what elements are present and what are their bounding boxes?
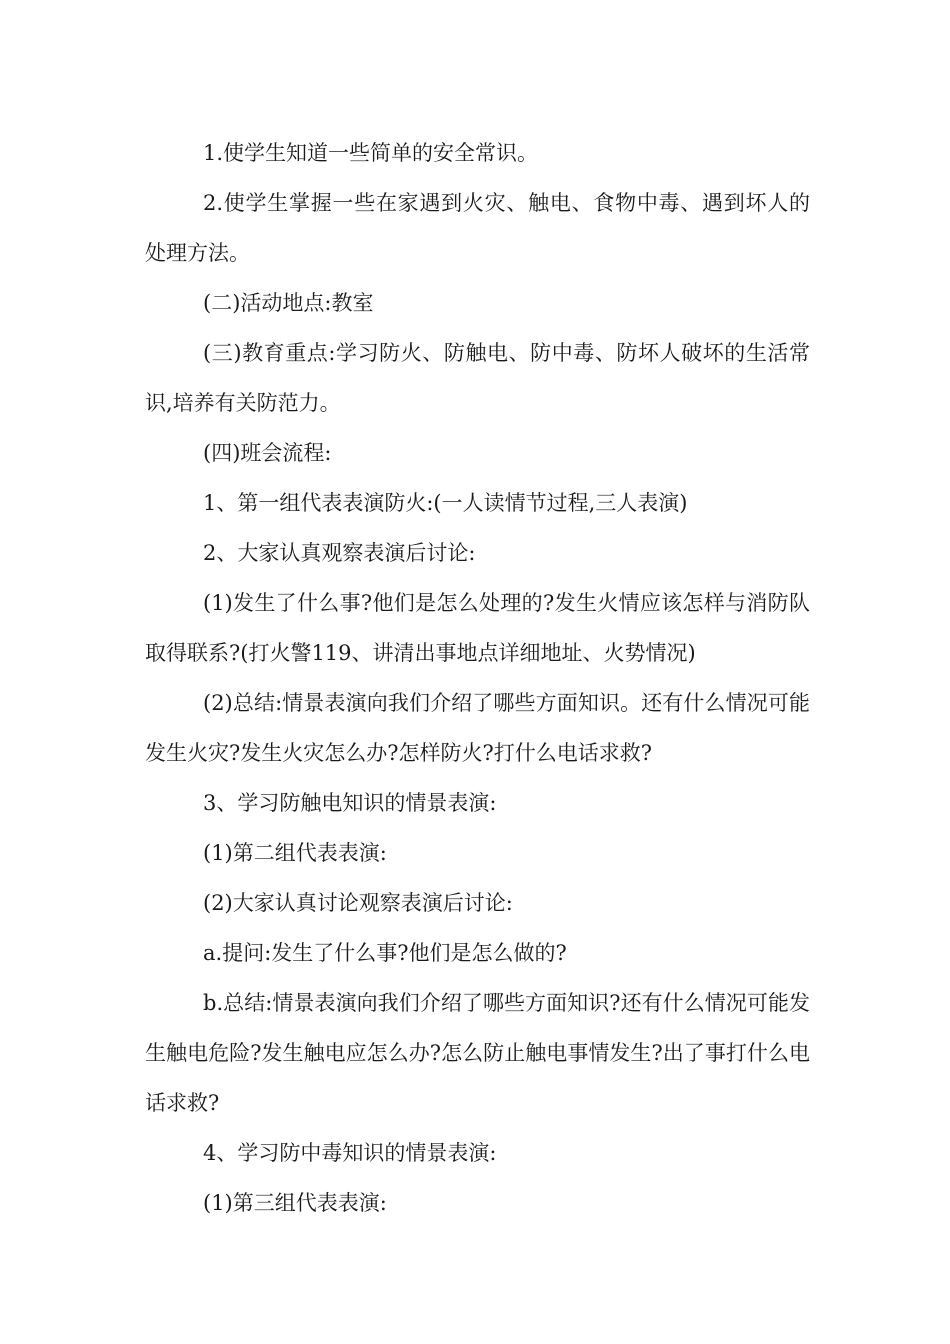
document-body [145,128,810,1228]
paragraph-step-3: 3、学习防触电知识的情景表演: [203,791,497,815]
paragraph-process-heading: (四)班会流程: [203,441,332,465]
paragraph-step-3-item-2: (2)大家认真讨论观察表演后讨论: [203,891,513,915]
paragraph-step-2-item-2: (2)总结:情景表演向我们介绍了哪些方面知识。还有什么情况可能发生火灾?发生火灾怎么办?怎样防火?打什么电话求救? [145,691,810,765]
paragraph-step-3-item-a: a.提问:发生了什么事?他们是怎么做的? [203,941,567,965]
paragraph-step-2: 2、大家认真观察表演后讨论: [203,541,476,565]
paragraph-step-3-item-1: (1)第二组代表表演: [203,841,387,865]
paragraph-objective-2: 2.使学生掌握一些在家遇到火灾、触电、食物中毒、遇到坏人的处理方法。 [145,191,810,265]
paragraph-step-4-item-1: (1)第三组代表表演: [203,1191,387,1215]
paragraph-objective-1: 1.使学生知道一些简单的安全常识。 [203,141,539,165]
paragraph-step-4: 4、学习防中毒知识的情景表演: [203,1141,497,1165]
paragraph-key-points: (三)教育重点:学习防火、防触电、防中毒、防坏人破坏的生活常识,培养有关防范力。 [145,341,810,415]
paragraph-location: (二)活动地点:教室 [203,291,374,315]
paragraph-step-1: 1、第一组代表表演防火:(一人读情节过程,三人表演) [203,491,688,515]
paragraph-step-3-item-b: b.总结:情景表演向我们介绍了哪些方面知识?还有什么情况可能发生触电危险?发生触电应怎么办?怎么防止触电事情发生?出了事打什么电话求救? [145,991,810,1115]
paragraph-step-2-item-1: (1)发生了什么事?他们是怎么处理的?发生火情应该怎样与消防队取得联系?(打火警119、讲清出事地点详细地址、火势情况) [145,591,810,665]
